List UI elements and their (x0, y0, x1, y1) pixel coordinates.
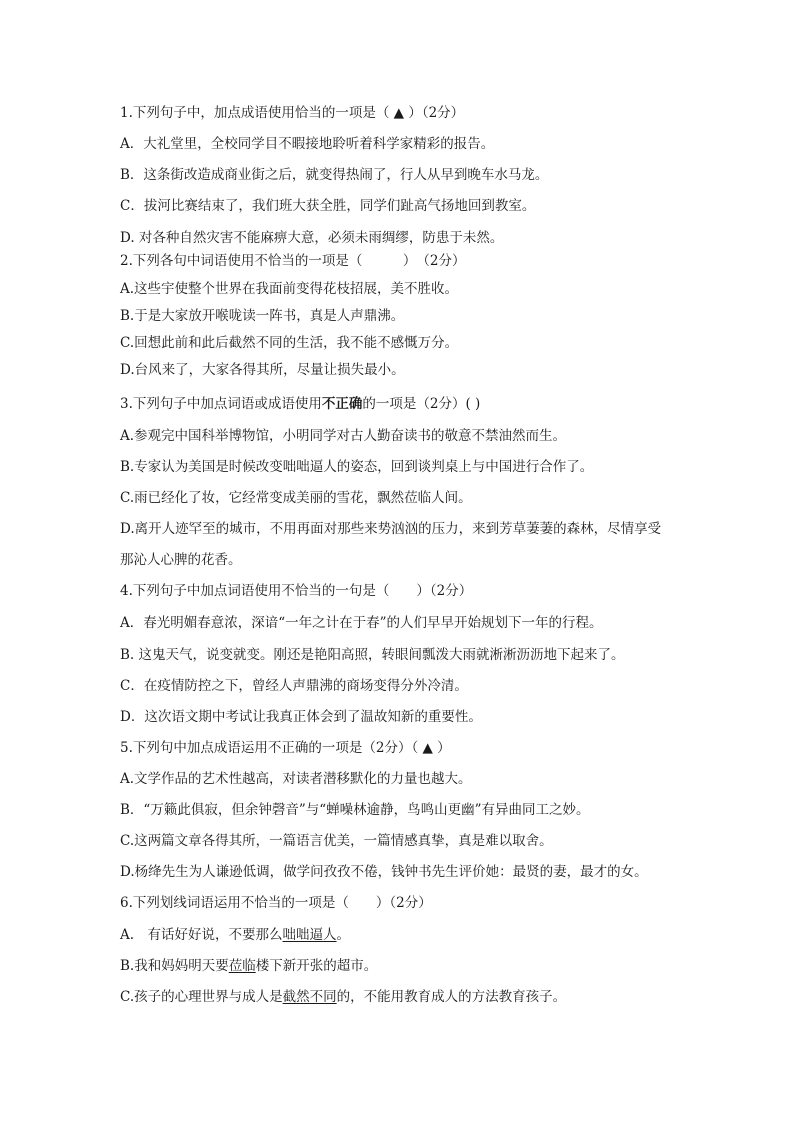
q6-option-b-post: 楼下新开张的超市。 (255, 958, 378, 974)
q5-option-a: A.文学作品的艺术性越高，对读者潜移默化的力量也越大。 (120, 771, 472, 787)
q4-option-c: C．在疫情防控之下，曾经人声鼎沸的商场变得分外冷清。 (120, 678, 468, 694)
q6-option-b-pre: B.我和妈妈明天要 (120, 958, 229, 974)
q5-stem: 5.下列句中加点成语运用不正确的一项是（2分）（ ▲ ） (120, 740, 451, 756)
q4-option-d: D．这次语文期中考试让我真正体会到了温故知新的重要性。 (120, 709, 482, 725)
q2-option-a: A.这些宇使整个世界在我面前变得花枝招展，美不胜收。 (120, 281, 459, 297)
q3-stem-pre: 3.下列句子中加点词语或成语使用 (120, 396, 322, 412)
q5-option-d: D.杨绛先生为人谦逊低调，做学问孜孜不倦，钱钟书先生评价她：最贤的妻，最才的女。 (120, 864, 648, 880)
q3-stem-post: 的一项是（2分）( ) (362, 396, 481, 412)
q2-option-c: C.回想此前和此后截然不同的生活，我不能不感慨万分。 (120, 335, 459, 351)
q6-option-b-underlined: 莅临 (228, 958, 256, 974)
q6-option-b (120, 957, 680, 975)
q3-option-c: C.雨已经化了妆，它经常变成美丽的雪花，飘然莅临人间。 (120, 490, 472, 506)
q4-option-a: A．春光明媚春意浓，深谙“一年之计在于春”的人们早早开始规划下一年的行程。 (120, 615, 603, 631)
q1-stem: 1.下列句子中，加点成语使用恰当的一项是（ ▲ ）（2分） (120, 105, 465, 121)
q5-option-b: B．“万籁此俱寂，但余钟磬音”与“蝉噪林逾静，鸟鸣山更幽”有异曲同工之妙。 (120, 802, 590, 818)
q3-option-a: A.参观完中国科举博物馆，小明同学对古人勤奋读书的敬意不禁油然而生。 (120, 428, 567, 444)
q6-option-a (120, 926, 680, 944)
q6-option-c-post: 的，不能用教育成人的方法教育孩子。 (336, 989, 567, 1005)
q3-stem-bold: 不正确 (321, 396, 363, 412)
q6-option-c (120, 988, 680, 1006)
q3-option-b: B.专家认为美国是时候改变咄咄逼人的姿态，回到谈判桌上与中国进行合作了。 (120, 459, 594, 475)
q1-option-a: A．大礼堂里，全校同学目不暇接地聆听着科学家精彩的报告。 (120, 136, 495, 152)
q4-option-b: B. 这鬼天气，说变就变。刚还是艳阳高照，转眼间瓢泼大雨就淅淅沥沥地下起来了。 (120, 647, 625, 663)
q6-option-a-pre: A. 有话好好说，不要那么 (120, 927, 283, 943)
q6-option-c-underlined: 截然不同 (282, 989, 337, 1005)
q2-option-d: D.台风来了，大家各得其所，尽量让损失最小。 (120, 362, 405, 378)
q6-option-a-post: 。 (336, 927, 351, 943)
q6-stem: 6.下列划线词语运用不恰当的一项是（ ）（2分） (120, 895, 432, 911)
q1-option-d: D. 对各种自然灾害不能麻痹大意，必须未雨绸缪，防患于未然。 (120, 230, 504, 246)
q6-option-a-underlined: 咄咄逼人 (282, 927, 337, 943)
q1-option-b: B．这条街改造成商业街之后，就变得热闹了，行人从早到晚车水马龙。 (120, 167, 549, 183)
q4-stem: 4.下列句子中加点词语使用不恰当的一句是（ ）（2分） (120, 583, 473, 599)
q2-option-b: B.于是大家放开喉咙读一阵书，真是人声鼎沸。 (120, 308, 405, 324)
q3-stem (120, 395, 680, 413)
q6-option-c-pre: C.孩子的心理世界与成人是 (120, 989, 283, 1005)
q3-option-d: D.离开人迹罕至的城市，不用再面对那些来势汹汹的压力，来到芳草萋萋的森林，尽情享受 (120, 521, 662, 537)
q2-stem: 2.下列各句中词语使用不恰当的一项是（ ） （2分） (120, 253, 466, 269)
q3-option-d-cont: 那沁人心脾的花香。 (120, 552, 242, 568)
q1-option-c: C．拔河比赛结束了，我们班大获全胜，同学们趾高气扬地回到教室。 (120, 198, 536, 214)
q5-option-c: C.这两篇文章各得其所，一篇语言优美，一篇情感真挚，真是难以取舍。 (120, 833, 553, 849)
